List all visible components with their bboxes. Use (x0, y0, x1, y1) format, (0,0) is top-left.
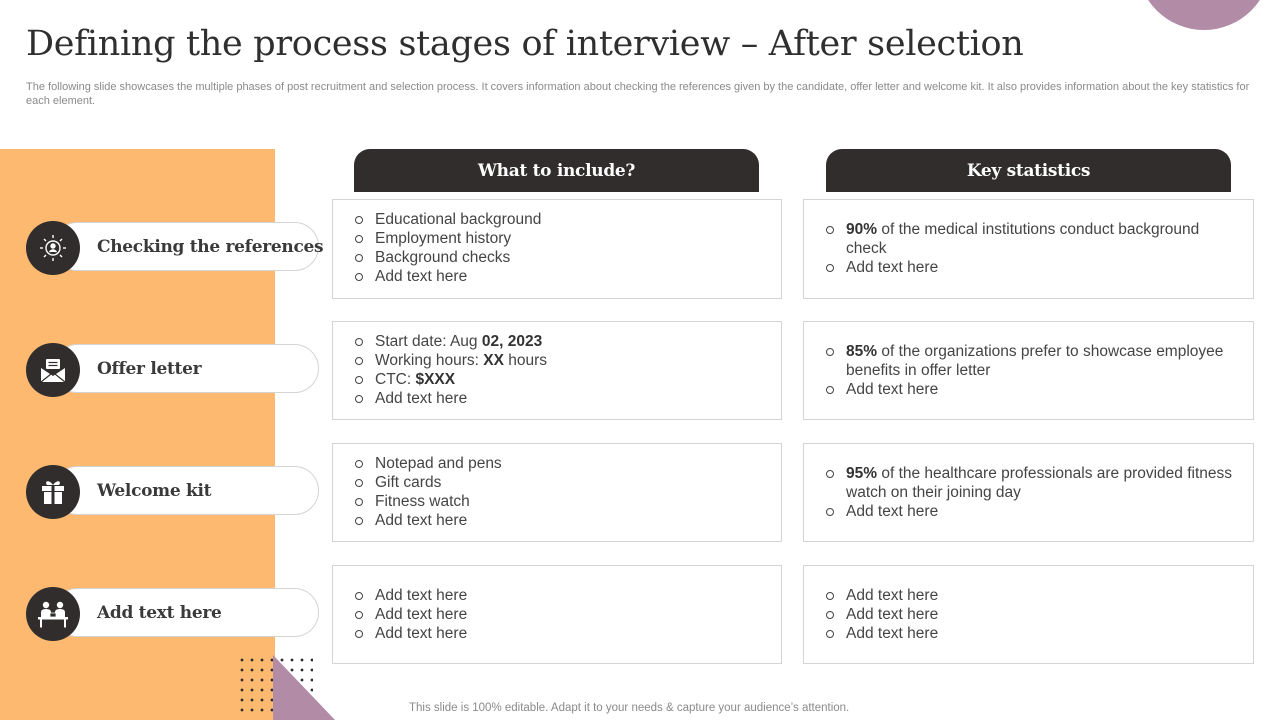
stat-text: of the medical institutions conduct background check (846, 221, 1200, 257)
list-item: Add text here (826, 605, 1243, 624)
list-item: Add text here (355, 586, 781, 605)
item-bold: 02, 2023 (481, 333, 543, 350)
stage-checking-references[interactable] (26, 221, 324, 274)
stage-label: Checking the references (97, 237, 324, 257)
decorative-corner-circle (1137, 0, 1271, 30)
item-text: Working hours: (375, 352, 484, 369)
list-item: Employment history (355, 229, 781, 248)
stats-box-2 (803, 321, 1254, 420)
meeting-icon (26, 587, 80, 641)
slide-title: Defining the process stages of interview – After selection (26, 24, 1024, 64)
footer-note: This slide is 100% editable. Adapt it to your needs & capture your audience’s attention. (409, 702, 850, 714)
list-item: Add text here (355, 605, 781, 624)
stat-text: of the healthcare professionals are provided fitness watch on their joining day (846, 465, 1233, 501)
include-box-2 (332, 321, 782, 420)
stat-percent: 85% (846, 343, 878, 360)
reference-check-icon (26, 221, 80, 275)
list-item: Add text here (355, 624, 781, 643)
stage-welcome-kit[interactable] (26, 465, 321, 518)
stats-box-4 (803, 565, 1254, 664)
list-item: Gift cards (355, 473, 781, 492)
list-item (826, 342, 1243, 380)
list-item: Add text here (355, 389, 781, 408)
list-item: Add text here (355, 511, 781, 530)
stat-text: of the organizations prefer to showcase employee benefits in offer letter (846, 343, 1224, 379)
stage-offer-letter[interactable] (26, 343, 321, 396)
include-box-1 (332, 199, 782, 299)
list-item: Add text here (826, 258, 1243, 277)
item-after: hours (503, 352, 548, 369)
stage-add-text[interactable] (26, 587, 321, 640)
stats-box-3 (803, 443, 1254, 542)
stats-box-1 (803, 199, 1254, 299)
include-box-3 (332, 443, 782, 542)
include-box-4 (332, 565, 782, 664)
gift-icon (26, 465, 80, 519)
list-item: Background checks (355, 248, 781, 267)
item-text: CTC: (375, 371, 416, 388)
stat-percent: 90% (846, 221, 878, 238)
list-item (826, 220, 1243, 258)
stage-label: Add text here (97, 603, 222, 623)
list-item (355, 332, 781, 351)
item-bold: XX (483, 352, 504, 369)
list-item (355, 351, 781, 370)
list-item: Notepad and pens (355, 454, 781, 473)
list-item: Educational background (355, 210, 781, 229)
list-item: Add text here (355, 267, 781, 286)
list-item: Add text here (826, 380, 1243, 399)
list-item (826, 464, 1243, 502)
envelope-icon (26, 343, 80, 397)
stat-percent: 95% (846, 465, 878, 482)
column-header-include: What to include? (354, 149, 759, 192)
stage-label: Welcome kit (97, 481, 212, 501)
column-header-stats: Key statistics (826, 149, 1231, 192)
list-item: Add text here (826, 624, 1243, 643)
list-item: Add text here (826, 502, 1243, 521)
slide-subtitle: The following slide showcases the multiple phases of post recruitment and selection process. It covers information about checking the references given by the candidate, offer letter and welcome kit. It also provides information about the key statistics for each element. (26, 81, 1250, 107)
list-item: Fitness watch (355, 492, 781, 511)
item-text: Start date: Aug (375, 333, 482, 350)
item-bold: $XXX (415, 371, 456, 388)
list-item: Add text here (826, 586, 1243, 605)
stage-label: Offer letter (97, 359, 202, 379)
list-item (355, 370, 781, 389)
